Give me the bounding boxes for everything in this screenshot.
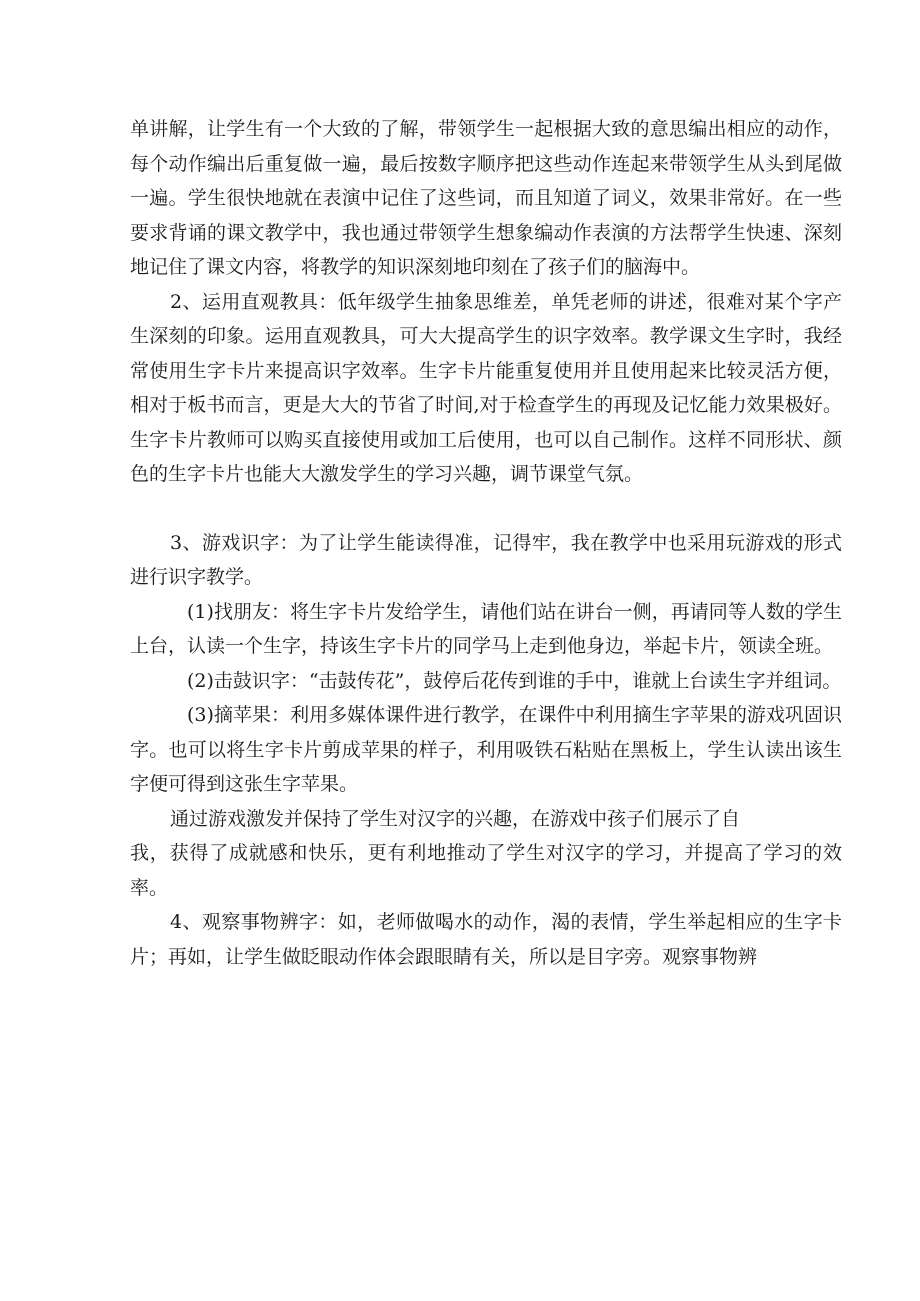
paragraph-game-summary-rest: 我，获得了成就感和快乐，更有利地推动了学生对汉字的学习，并提高了学习的效率。	[130, 842, 842, 899]
paragraph-observe-things: 4、观察事物辨字：如，老师做喝水的动作，渴的表情，学生举起相应的生字卡片；再如，让学生做眨眼动作体会跟眼睛有关，所以是目字旁。观察事物辨	[130, 911, 842, 968]
paragraph-game-literacy: 3、游戏识字：为了让学生能读得准，记得牢，我在教学中也采用玩游戏的形式进行识字教学。	[130, 531, 842, 588]
paragraph-visual-aids: 2、运用直观教具：低年级学生抽象思维差，单凭老师的讲述，很难对某个字产生深刻的印象。运用直观教具，可大大提高学生的识字效率。教学课文生字时，我经常使用生字卡片来提高识字效率。生字卡片能重复使用并且使用起来比较灵活方便，相对于板书而言，更是大大的节省了时间,对于检查学生的再现及记忆能力效果极好。生字卡片教师可以购买直接使用或加工后使用，也可以自己制作。这样不同形状、颜色的生字卡片也能大大激发学生的学习兴趣，调节课堂气氛。	[130, 290, 842, 485]
paragraph-game-summary	[130, 802, 842, 837]
paragraph-actions-method: 单讲解，让学生有一个大致的了解，带领学生一起根据大致的意思编出相应的动作，每个动作编出后重复做一遍，最后按数字顺序把这些动作连起来带领学生从头到尾做一遍。学生很快地就在表演中记住了这些词，而且知道了词义，效果非常好。在一些要求背诵的课文教学中，我也通过带领学生想象编动作表演的方法帮学生快速、深刻地记住了课文内容，将教学的知识深刻地印刻在了孩子们的脑海中。	[130, 118, 842, 278]
paragraph-game-summary-line1: 通过游戏激发并保持了学生对汉字的兴趣，在游戏中孩子们展示了自	[170, 807, 741, 830]
paragraph-gap	[130, 492, 842, 526]
paragraph-pick-apples: (3)摘苹果：利用多媒体课件进行教学，在课件中利用摘生字苹果的游戏巩固识字。也可以将生字卡片剪成苹果的样子，利用吸铁石粘贴在黑板上，学生认读出该生字便可得到这张生字苹果。	[130, 704, 842, 795]
paragraph-drum-game: (2)击鼓识字：“击鼓传花”，鼓停后花传到谁的手中，谁就上台读生字并组词。	[187, 669, 842, 692]
document-page	[130, 112, 842, 974]
paragraph-find-friends: (1)找朋友：将生字卡片发给学生，请他们站在讲台一侧，再请同等人数的学生上台，认读一个生字，持该生字卡片的同学马上走到他身边，举起卡片，领读全班。	[130, 600, 842, 657]
